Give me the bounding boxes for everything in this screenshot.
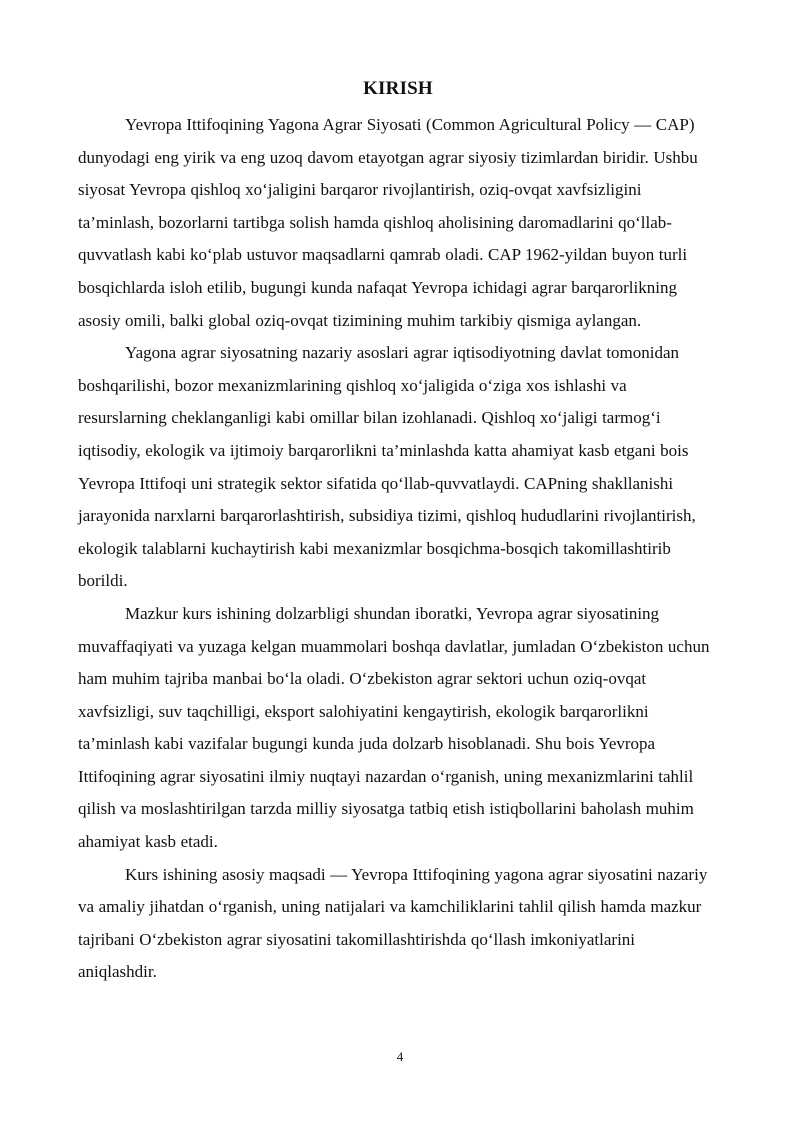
paragraph-1: Yevropa Ittifoqining Yagona Agrar Siyosati (Common Agricultural Policy — CAP) dunyodagi eng yirik va eng uzoq davom etayotgan agrar siyosiy tizimlardan biridir. Ushbu siyosat Yevropa qishloq xo‘jaligini barqaror rivojlantirish, oziq-ovqat xavfsizligini ta’minlash, bozorlarni tartibga solish hamda qishloq aholisining daromadlarini qo‘llab-quvvatlash kabi ko‘plab ustuvor maqsadlarni qamrab oladi. CAP 1962-yildan buyon turli bosqichlarda isloh etilib, bugungi kunda nafaqat Yevropa ichidagi agrar barqarorlikning asosiy omili, balki global oziq-ovqat tizimining muhim tarkibiy qismiga aylangan.	[78, 115, 698, 330]
page-number: 4	[396, 1049, 404, 1064]
paragraph-2: Yagona agrar siyosatning nazariy asoslari agrar iqtisodiyotning davlat tomonidan boshqarilishi, bozor mexanizmlarining qishloq xo‘jaligida o‘ziga xos ishlashi va resurslarning cheklanganligi kabi omillar bilan izohlanadi. Qishloq xo‘jaligi tarmog‘i iqtisodiy, ekologik va ijtimoiy barqarorlikni ta’minlashda katta ahamiyat kasb etgani bois Yevropa Ittifoqi uni strategik sektor sifatida qo‘llab-quvvatlaydi. CAPning shakllanishi jarayonida narxlarni barqarorlashtirish, subsidiya tizimi, qishloq hududlarini rivojlantirish, ekologik talablarni kuchaytirish kabi mexanizmlar bosqichma-bosqich takomillashtirib borildi.	[78, 343, 696, 591]
paragraph-4: Kurs ishining asosiy maqsadi — Yevropa Ittifoqining yagona agrar siyosatini nazariy va amaliy jihatdan o‘rganish, uning natijalari va kamchiliklarini tahlil qilish hamda mazkur tajribani O‘zbekiston agrar siyosatini takomillashtirishda qo‘llash imkoniyatlarini aniqlashdir.	[78, 864, 708, 982]
paragraph-3: Mazkur kurs ishining dolzarbligi shundan iboratki, Yevropa agrar siyosatining muvaffaqiyati va yuzaga kelgan muammolari boshqa davlatlar, jumladan O‘zbekiston uchun ham muhim tajriba manbai bo‘la oladi. O‘zbekiston agrar sektori uchun oziq-ovqat xavfsizligi, suv taqchilligi, eksport salohiyatini kengaytirish, ekologik barqarorlikni ta’minlash kabi vazifalar bugungi kunda juda dolzarb hisoblanadi. Shu bois Yevropa Ittifoqining agrar siyosatini ilmiy nuqtayi nazardan o‘rganish, uning mexanizmlarini tahlil qilish va moslashtirilgan tarzda milliy siyosatga tatbiq etish istiqbollarini baholash muhim ahamiyat kasb etadi.	[78, 603, 710, 852]
page-content	[78, 77, 718, 989]
section-title: KIRISH	[363, 78, 433, 99]
